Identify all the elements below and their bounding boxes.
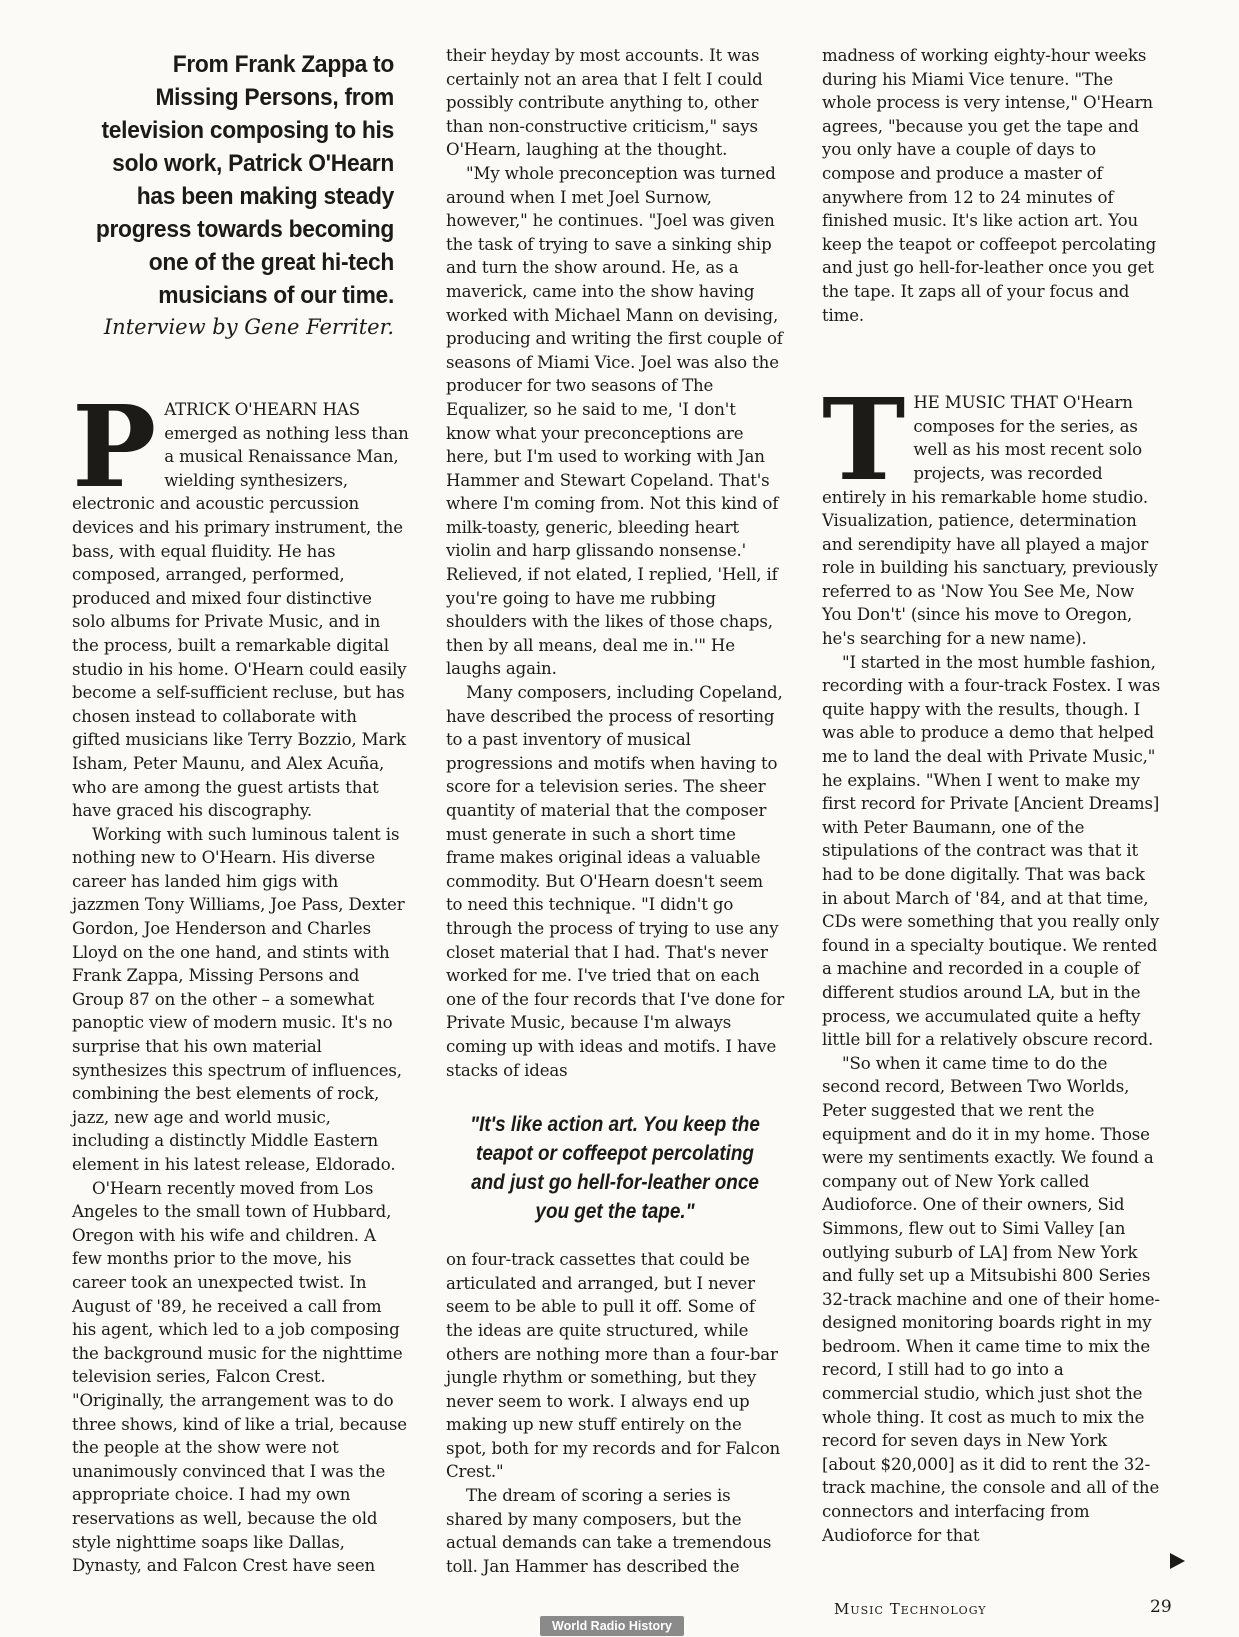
paragraph: "I started in the most humble fashion, recording with a four-track Fostex. I was quite happy with the results, though. I was able to produce a demo that helped me to land the deal with Private Music," he explains. "When I went to make my first record for Private [Ancient Dreams] with Peter Baumann, one of the stipulations of the contract was that it had to be done digitally. That was back in about March of '84, and at that time, CDs were something that you really only found in a specialty boutique. We rented a machine and recorded in a couple of different studios around LA, but in the process, we accumulated quite a hefty little bill for a relatively obscure record.: [822, 652, 1161, 1050]
paragraph: Many composers, including Copeland, have described the process of resorting to a past inventory of musical progressions and motifs when having to score for a television series. The sheer quantity of material that the composer must generate in such a short time frame makes original ideas a valuable commodity. But O'Hearn doesn't seem to need this technique. "I didn't go through the process of trying to use any closet material that I had. That's never worked for me. I've tried that on each one of the four records that I've done for Private Music, because I'm always coming up with ideas and motifs. I have stacks of ideas: [446, 683, 784, 1080]
paragraph: ATRICK O'HEARN HAS emerged as nothing less than a musical Renaissance Man, wielding synthesizers, electronic and acoustic percussion devices and his primary instrument, the bass, with equal fluidity. He has composed, arranged, performed, produced and mixed four distinctive solo albums for Private Music, and in the process, built a remarkable digital studio in his home. O'Hearn could easily become a self-sufficient recluse, but has chosen instead to collaborate with gifted musicians like Terry Bozzio, Mark Isham, Peter Maunu, and Alex Acuña, who are among the guest artists that have graced his discography.: [72, 400, 409, 821]
byline: Interview by Gene Ferriter.: [103, 315, 394, 339]
page-number: 29: [1150, 1597, 1172, 1617]
continue-arrow-icon: [1170, 1553, 1185, 1569]
column-2: [446, 44, 784, 1578]
column-2-body: [446, 44, 784, 1578]
running-footer: Music Technology: [834, 1600, 987, 1618]
column-3-body: [822, 44, 1162, 1547]
paragraph: HE MUSIC THAT O'Hearn composes for the series, as well as his most recent solo projects, was recorded entirely in his remarkable home studio. Visualization, patience, determination and serendipity have all played a major role in building his sanctuary, previously referred to as 'Now You See Me, Now You Don't' (since his move to Oregon, he's searching for a new name).: [822, 393, 1158, 649]
article-deck: From Frank Zappa to Missing Persons, from television composing to his solo work, Patrick O'Hearn has been making steady progress towards becoming one of the great hi-tech musicians of our time.: [95, 51, 395, 309]
paragraph: on four-track cassettes that could be articulated and arranged, but I never seem to be able to pull it off. Some of the ideas are quite structured, while others are nothing more than a four-bar jungle rhythm or something, but they never seem to work. I always end up making up new stuff entirely on the spot, both for my records and for Falcon Crest.": [446, 1250, 781, 1482]
drop-cap-t: T: [822, 375, 906, 507]
paragraph: their heyday by most accounts. It was certainly not an area that I felt I could possibly contribute anything to, other than non-constructive criticism," says O'Hearn, laughing at the thought.: [446, 46, 763, 160]
column-3: [822, 44, 1162, 1547]
paragraph: "So when it came time to do the second record, Between Two Worlds, Peter suggested that we rent the equipment and do it in my home. Those were my sentiments exactly. We found a company out of New York called Audioforce. One of their owners, Sid Simmons, flew out to Simi Valley [an outlying suburb of LA] from New York and fully set up a Mitsubishi 800 Series 32-track machine and one of their home-designed monitoring boards right in my bedroom. When it came time to mix the record, I still had to go into a commercial studio, which just shot the whole thing. It cost as much to mix the record for seven days in New York [about $20,000] as it did to rent the 32-track machine, the console and all of the connectors and interfacing from Audioforce for that: [822, 1053, 1160, 1545]
paragraph: madness of working eighty-hour weeks during his Miami Vice tenure. "The whole process is very intense," O'Hearn agrees, "because you get the tape and you only have a couple of days to compose and produce a master of anywhere from 12 to 24 minutes of finished music. It's like action art. You keep the teapot or coffeepot percolating and just go hell-for-leather once you get the tape. It zaps all of your focus and time.: [822, 46, 1157, 325]
drop-cap-p: P: [72, 382, 157, 513]
paragraph: "My whole preconception was turned around when I met Joel Surnow, however," he continues. "Joel was given the task of trying to save a sinking ship and turn the show around. He, as a maverick, came into the show having worked with Michael Mann on devising, producing and writing the first couple of seasons of Miami Vice. Joel was also the producer for two seasons of The Equalizer, so he said to me, 'I don't know what your preconceptions are here, but I'm used to working with Jan Hammer and Stewart Copeland. That's where I'm coming from. Not this kind of milk-toasty, generic, bleeding heart violin and harp glissando nonsense.' Relieved, if not elated, I replied, 'Hell, if you're going to have me rubbing shoulders with the likes of those chaps, then by all means, deal me in.'" He laughs again.: [446, 163, 783, 679]
column-1: [72, 44, 410, 1578]
paragraph: O'Hearn recently moved from Los Angeles to the small town of Hubbard, Oregon with his wife and children. A few months prior to the move, his career took an unexpected twist. In August of '89, he received a call from his agent, which led to a job composing the background music for the nighttime television series, Falcon Crest. "Originally, the arrangement was to do three shows, kind of like a trial, because the people at the show were not unanimously convinced that I was the appropriate choice. I had my own reservations as well, because the old style nighttime soaps like Dallas, Dynasty, and Falcon Crest have seen: [72, 1178, 407, 1576]
watermark: World Radio History: [540, 1616, 684, 1636]
paragraph: The dream of scoring a series is shared by many composers, but the actual demands can take a tremendous toll. Jan Hammer has described the: [446, 1486, 772, 1576]
pull-quote: "It's like action art. You keep the teapot or coffeepot percolating and just go hell-for-leather once you get the tape.": [470, 1113, 760, 1224]
paragraph: Working with such luminous talent is nothing new to O'Hearn. His diverse career has landed him gigs with jazzmen Tony Williams, Joe Pass, Dexter Gordon, Joe Henderson and Charles Lloyd on the one hand, and stints with Frank Zappa, Missing Persons and Group 87 on the other – a somewhat panoptic view of modern music. It's no surprise that his own material synthesizes this spectrum of influences, combining the best elements of rock, jazz, new age and world music, including a distinctly Middle Eastern element in his latest release, Eldorado.: [72, 824, 405, 1174]
column-1-body: [72, 382, 410, 1578]
